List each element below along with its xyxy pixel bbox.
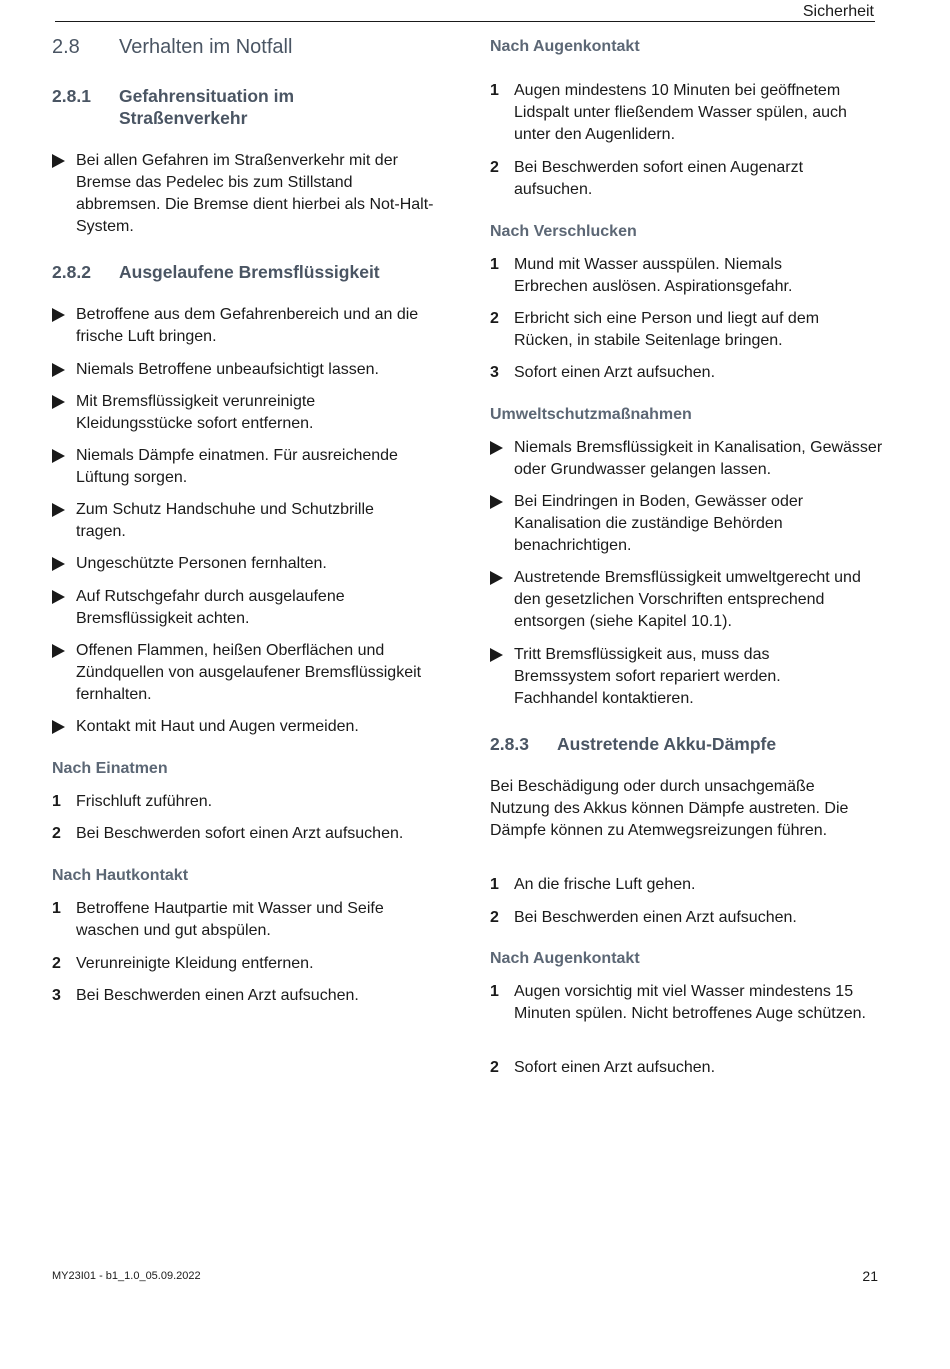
footer-page-number: 21 <box>862 1268 878 1284</box>
numbered-step: 2 Bei Beschwerden sofort einen Augenarzt aufsuchen. <box>490 159 804 198</box>
section-title: Ausgelaufene Bremsflüssigkeit <box>119 262 380 282</box>
numbered-step: 1 An die frische Luft gehen. <box>490 876 696 893</box>
subheading-nach-verschlucken: Nach Verschlucken <box>490 223 637 240</box>
arrow-bullet-icon <box>490 571 503 585</box>
numbered-step: 2 Sofort einen Arzt aufsuchen. <box>490 1059 716 1076</box>
numbered-step: 3 Sofort einen Arzt aufsuchen. <box>490 364 716 381</box>
arrow-bullet-icon <box>52 720 65 734</box>
numbered-step: 1 Frischluft zuführen. <box>52 793 213 810</box>
arrow-bullet-icon <box>52 154 65 168</box>
numbered-step: 1 Betroffene Hautpartie mit Wasser und Seife waschen und gut abspülen. <box>52 900 384 939</box>
section-number: 2.8.1 <box>52 86 91 106</box>
arrow-bullet-icon <box>52 503 65 517</box>
arrow-bullet-icon <box>52 449 65 463</box>
numbered-step: 2 Bei Beschwerden sofort einen Arzt aufsuchen. <box>52 825 404 842</box>
numbered-step: 2 Verunreinigte Kleidung entfernen. <box>52 955 314 972</box>
list-item: Austretende Bremsflüssigkeit umweltgerecht und den gesetzlichen Vorschriften entsprechend entsorgen (siehe Kapitel 10.1). <box>490 567 884 633</box>
section-number: 2.8.3 <box>490 734 529 754</box>
section-heading-2-8-3 <box>490 733 877 755</box>
list-item: Zum Schutz Handschuhe und Schutzbrille tragen. <box>52 499 416 543</box>
paragraph-akku: Bei Beschädigung oder durch unsachgemäße Nutzung des Akkus können Dämpfe austreten. Die Dämpfe können zu Atemwegsreizungen führen. <box>490 778 849 839</box>
list-item: Bei allen Gefahren im Straßenverkehr mit der Bremse das Pedelec bis zum Stillstand abbremsen. Die Bremse dient hierbei als Not-Halt-System. <box>52 150 441 238</box>
arrow-bullet-icon <box>52 308 65 322</box>
list-item: Niemals Betroffene unbeaufsichtigt lassen. <box>52 359 451 384</box>
arrow-bullet-icon <box>52 557 65 571</box>
arrow-bullet-icon <box>52 395 65 409</box>
section-title: Verhalten im Notfall <box>119 36 293 58</box>
subheading-nach-einatmen: Nach Einatmen <box>52 760 168 777</box>
subheading-nach-augenkontakt-2: Nach Augenkontakt <box>490 950 640 967</box>
section-title: Gefahrensituation im Straßenverkehr <box>119 86 295 128</box>
header-divider <box>55 21 875 22</box>
subheading-nach-augenkontakt: Nach Augenkontakt <box>490 38 640 55</box>
list-item: Niemals Dämpfe einatmen. Für ausreichende Lüftung sorgen. <box>52 445 441 489</box>
footer-document-id: MY23I01 - b1_1.0_05.09.2022 <box>52 1270 201 1282</box>
subheading-umweltschutz: Umweltschutzmaßnahmen <box>490 406 692 423</box>
list-item: Mit Bremsflüssigkeit verunreinigte Kleidungsstücke sofort entfernen. <box>52 391 356 435</box>
numbered-step: 3 Bei Beschwerden einen Arzt aufsuchen. <box>52 987 359 1004</box>
list-item: Auf Rutschgefahr durch ausgelaufene Bremsflüssigkeit achten. <box>52 586 396 630</box>
list-item: Offenen Flammen, heißen Oberflächen und Zündquellen von ausgelaufener Bremsflüssigkeit fernhalten. <box>52 640 426 706</box>
list-item: Betroffene aus dem Gefahrenbereich und an die frische Luft bringen. <box>52 304 436 348</box>
list-item: Bei Eindringen in Boden, Gewässer oder Kanalisation die zuständige Behörden benachrichtigen. <box>490 491 854 557</box>
numbered-step: 1 Augen mindestens 10 Minuten bei geöffnetem Lidspalt unter fließendem Wasser spülen, auch unter den Augenlidern. <box>490 82 847 143</box>
section-number: 2.8.2 <box>52 262 91 282</box>
header-section-title: Sicherheit <box>802 3 874 20</box>
arrow-bullet-icon <box>52 644 65 658</box>
arrow-bullet-icon <box>52 363 65 377</box>
list-item: Tritt Bremsflüssigkeit aus, muss das Bremssystem sofort repariert werden. Fachhandel kontaktieren. <box>490 644 834 710</box>
list-item: Ungeschützte Personen fernhalten. <box>52 553 451 578</box>
section-heading-2-8-1 <box>52 85 319 129</box>
section-heading-2-8-2 <box>52 261 439 283</box>
numbered-step: 2 Erbricht sich eine Person und liegt auf dem Rücken, in stabile Seitenlage bringen. <box>490 310 820 349</box>
arrow-bullet-icon <box>52 590 65 604</box>
section-title: Austretende Akku-Dämpfe <box>557 734 777 754</box>
section-number: 2.8 <box>52 36 80 58</box>
arrow-bullet-icon <box>490 495 503 509</box>
numbered-step: 2 Bei Beschwerden einen Arzt aufsuchen. <box>490 909 797 926</box>
arrow-bullet-icon <box>490 441 503 455</box>
arrow-bullet-icon <box>490 648 503 662</box>
numbered-step: 1 Mund mit Wasser ausspülen. Niemals Erbrechen auslösen. Aspirationsgefahr. <box>490 256 793 295</box>
numbered-step: 1 Augen vorsichtig mit viel Wasser mindestens 15 Minuten spülen. Nicht betroffenes Auge schützen. <box>490 983 866 1022</box>
list-item: Niemals Bremsflüssigkeit in Kanalisation, Gewässer oder Grundwasser gelangen lassen. <box>490 437 886 481</box>
section-heading-2-8 <box>52 36 292 59</box>
subheading-nach-hautkontakt: Nach Hautkontakt <box>52 867 189 884</box>
list-item: Kontakt mit Haut und Augen vermeiden. <box>52 716 451 741</box>
